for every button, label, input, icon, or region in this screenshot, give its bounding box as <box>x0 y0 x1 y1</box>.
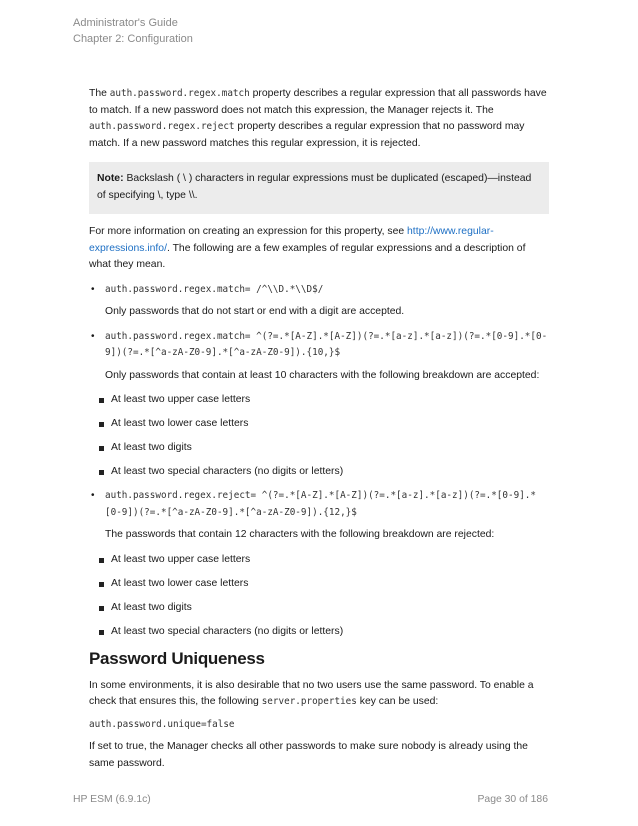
example-3 <box>89 488 549 640</box>
example-description: Only passwords that contain at least 10 characters with the following breakdown are accepted: <box>105 369 540 381</box>
example-code-text: auth.password.regex.match= /^\\D.*\\D$/ <box>105 283 324 295</box>
square-bullet-icon <box>99 606 104 611</box>
intro-paragraph <box>89 86 549 152</box>
square-bullet-icon <box>99 558 104 563</box>
square-bullet-icon <box>99 630 104 635</box>
intro-text-3: property describes a regular expression that no password may match. If a new password matches this regular expression, it is rejected. <box>89 121 525 149</box>
running-header <box>73 15 193 47</box>
intro-code-1: auth.password.regex.match <box>109 88 250 99</box>
example-2 <box>89 329 549 481</box>
example-1 <box>89 282 549 321</box>
uniqueness-text-2: key can be used: <box>356 696 439 707</box>
example-description: The passwords that contain 12 characters with the following breakdown are rejected: <box>105 529 495 540</box>
page-content <box>89 86 549 772</box>
example-code-text: auth.password.regex.reject= ^(?=.*[A-Z].*[A-Z])(?=.*[a-z].*[a-z])(?=.*[0-9].*[0-9])(?=.*[^a-zA-Z0-9].*[^a-zA-Z0-9]).{12,}$ <box>105 490 536 518</box>
list-item-text: At least two special characters (no digits or letters) <box>111 466 344 477</box>
uniqueness-text-1: In some environments, it is also desirable that no two users use the same password. To enable a check that ensures this, the following <box>89 679 534 707</box>
regex-info-link[interactable]: http://www.regular-expressions.info/ <box>89 226 494 254</box>
list-item <box>89 624 549 640</box>
section-heading: Password Uniqueness <box>89 648 265 668</box>
intro-text-1: The <box>89 88 110 99</box>
list-item-text: At least two upper case letters <box>111 394 251 405</box>
more-info-paragraph <box>89 224 549 274</box>
more-text-2: . The following are a few examples of regular expressions and a description of what they mean. <box>89 242 526 270</box>
list-item <box>89 600 549 616</box>
header-guide-title: Administrator's Guide <box>73 17 178 29</box>
note-text: Backslash ( \ ) characters in regular expressions must be duplicated (escaped)—instead of specifying \, type \\. <box>97 173 532 201</box>
list-item-text: At least two lower case letters <box>111 418 249 429</box>
bullet-icon: • <box>91 283 95 295</box>
note-box <box>89 162 549 214</box>
uniqueness-code: auth.password.unique=false <box>89 718 235 730</box>
square-bullet-icon <box>99 422 104 427</box>
list-item-text: At least two upper case letters <box>111 553 251 565</box>
square-bullet-icon <box>99 470 104 475</box>
footer-page-number: Page 30 of 186 <box>477 794 548 805</box>
uniqueness-code-inline: server.properties <box>261 696 357 707</box>
intro-code-2: auth.password.regex.reject <box>89 121 235 132</box>
list-item <box>89 576 549 592</box>
list-item <box>89 464 549 480</box>
uniqueness-paragraph-2: If set to true, the Manager checks all other passwords to make sure nobody is already using the same password. <box>89 741 528 769</box>
list-item <box>89 552 549 568</box>
more-text-1: For more information on creating an expression for this property, see <box>89 226 408 237</box>
list-item <box>89 416 549 432</box>
list-item <box>89 440 549 456</box>
list-item-text: At least two digits <box>111 601 192 613</box>
list-item-text: At least two digits <box>111 442 192 453</box>
list-item-text: At least two special characters (no digits or letters) <box>111 625 344 637</box>
uniqueness-paragraph <box>89 678 549 711</box>
example-description: Only passwords that do not start or end with a digit are accepted. <box>105 306 405 317</box>
square-bullet-icon <box>99 582 104 587</box>
list-item-text: At least two lower case letters <box>111 577 249 589</box>
note-label: Note: <box>97 173 124 184</box>
example-code-text: auth.password.regex.match= ^(?=.*[A-Z].*[A-Z])(?=.*[a-z].*[a-z])(?=.*[0-9].*[0-9])(?=.*[^a-zA-Z0-9].*[^a-zA-Z0-9]).{10,}$ <box>105 330 548 358</box>
example-code <box>89 488 549 521</box>
bullet-icon: • <box>91 490 95 501</box>
bullet-icon: • <box>91 330 95 342</box>
square-bullet-icon <box>99 398 104 403</box>
list-item <box>89 392 549 408</box>
intro-text-2: property describes a regular expression that all passwords have to match. If a new password does not match this expression, the Manager rejects it. The <box>89 88 547 116</box>
footer-product: HP ESM (6.9.1c) <box>73 794 151 805</box>
header-chapter: Chapter 2: Configuration <box>73 33 193 45</box>
example-code <box>89 282 549 299</box>
square-bullet-icon <box>99 446 104 451</box>
example-code <box>89 329 549 362</box>
